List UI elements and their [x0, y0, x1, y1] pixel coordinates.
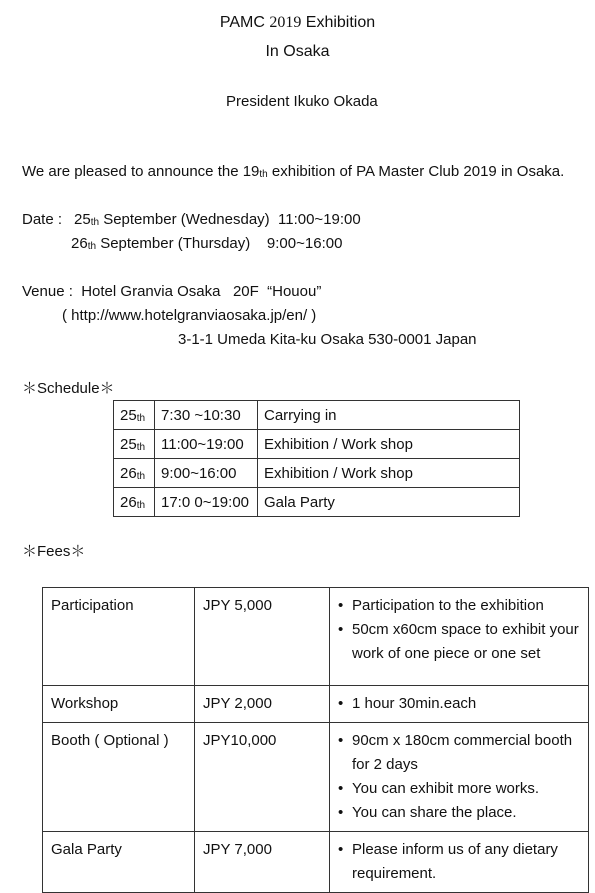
schedule-day: $26_{th}$: [114, 488, 155, 517]
date-ordinal: th: [90, 217, 100, 228]
schedule-day: $25_{th}$: [114, 401, 155, 430]
table-row: [114, 459, 520, 488]
title-suffix: Exhibition: [301, 14, 376, 31]
table-row: [114, 430, 520, 459]
date-ordinal: th: [87, 241, 97, 252]
table-row: [43, 832, 589, 893]
fees-table: [42, 587, 589, 893]
date-text: September (Wednesday) 11:00~19:00: [99, 211, 361, 228]
fee-detail-item: • Please inform us of any dietary requirement.: [338, 838, 580, 886]
fee-details: [330, 723, 589, 832]
fee-details: [330, 832, 589, 893]
fee-detail-item: • 1 hour 30min.each: [338, 692, 580, 716]
announcement-before: We are pleased to announce the 19: [22, 163, 260, 180]
president-line: President Ikuko Okada: [226, 93, 378, 110]
date-line-1: [74, 211, 361, 231]
announcement-ordinal: th: [259, 169, 268, 180]
schedule-event: Exhibition / Work shop: [258, 430, 520, 459]
fee-detail-item: • 50cm x60cm space to exhibit your work of one piece or one set: [338, 618, 580, 666]
table-row: [43, 588, 589, 686]
fees-heading: ＊Fees＊: [22, 543, 86, 560]
date-label: Date :: [22, 211, 63, 228]
date-line-2: [71, 235, 342, 255]
fee-price: JPY 2,000: [195, 686, 330, 723]
schedule-day: $25_{th}$: [114, 430, 155, 459]
table-row: [114, 488, 520, 517]
fee-name: Gala Party: [43, 832, 195, 893]
schedule-event: Exhibition / Work shop: [258, 459, 520, 488]
date-day: 25: [74, 211, 91, 228]
fee-name: Booth ( Optional ): [43, 723, 195, 832]
schedule-time: 11:00~19:00: [155, 430, 258, 459]
fee-price: JPY 7,000: [195, 832, 330, 893]
schedule-event: Carrying in: [258, 401, 520, 430]
fee-price: JPY10,000: [195, 723, 330, 832]
schedule-event: Gala Party: [258, 488, 520, 517]
date-day: 26: [71, 235, 88, 252]
fee-details: [330, 686, 589, 723]
table-row: [43, 686, 589, 723]
schedule-time: 9:00~16:00: [155, 459, 258, 488]
schedule-time: 17:0 0~19:00: [155, 488, 258, 517]
fee-detail-item: • 90cm x 180cm commercial booth for 2 days: [338, 729, 580, 777]
table-row: [114, 401, 520, 430]
fee-detail-item: • You can exhibit more works.: [338, 777, 580, 801]
fee-name: Participation: [43, 588, 195, 686]
fee-detail-item: • Participation to the exhibition: [338, 594, 580, 618]
fee-details: [330, 588, 589, 686]
date-text: September (Thursday) 9:00~16:00: [96, 235, 343, 252]
fee-detail-item: • You can share the place.: [338, 801, 580, 825]
announcement: [22, 163, 564, 183]
schedule-table: [113, 400, 520, 517]
venue-address: 3-1-1 Umeda Kita-ku Osaka 530-0001 Japan: [178, 331, 477, 348]
venue-url-link[interactable]: ( http://www.hotelgranviaosaka.jp/en/ ): [62, 307, 317, 324]
page-subtitle: In Osaka: [265, 43, 330, 60]
fee-price: JPY 5,000: [195, 588, 330, 686]
venue-line: Venue : Hotel Granvia Osaka 20F “Houou”: [22, 283, 322, 300]
schedule-time: 7:30 ~10:30: [155, 401, 258, 430]
title-prefix: PAMC: [219, 14, 270, 31]
schedule-heading: ＊Schedule＊: [22, 380, 115, 397]
schedule-day: $26_{th}$: [114, 459, 155, 488]
announcement-after: exhibition of PA Master Club 2019 in Osaka.: [267, 163, 565, 180]
table-row: [43, 723, 589, 832]
fee-name: Workshop: [43, 686, 195, 723]
page-title: [0, 14, 595, 32]
title-year: 2019: [269, 14, 302, 31]
